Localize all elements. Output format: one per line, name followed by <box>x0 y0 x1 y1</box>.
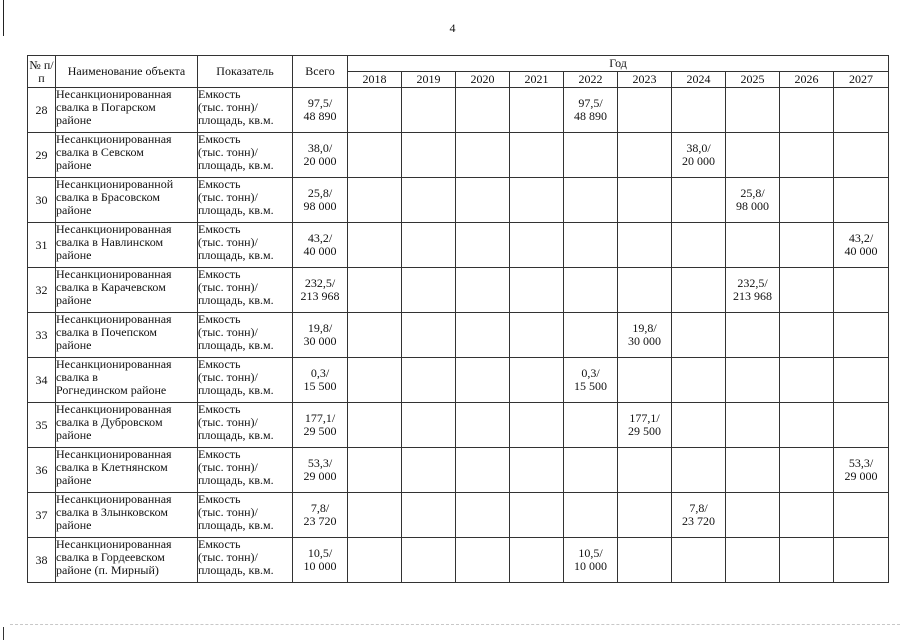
year-cell-2021 <box>510 493 564 538</box>
indicator <box>198 538 293 583</box>
year-cell-2021 <box>510 313 564 358</box>
header-total: Всего <box>293 56 348 88</box>
text-line: 38,0/ <box>686 141 711 155</box>
year-cell-2027 <box>834 133 889 178</box>
year-cell-2025 <box>726 313 780 358</box>
indicator <box>198 493 293 538</box>
year-cell-2023 <box>618 223 672 268</box>
text-line: 7,8/ <box>310 501 330 515</box>
year-cell-2022 <box>564 448 618 493</box>
year-cell-2026 <box>780 493 834 538</box>
text-line: 29 500 <box>303 424 337 438</box>
text-line: 10 000 <box>303 559 337 573</box>
year-cell-2019 <box>402 538 456 583</box>
year-cell-2022 <box>564 358 618 403</box>
year-cell-2027 <box>834 88 889 133</box>
text-line: (тыс. тонн)/ <box>198 190 258 204</box>
year-cell-2018 <box>348 448 402 493</box>
text-line: 53,3/ <box>848 456 874 470</box>
text-line: районе <box>56 203 92 217</box>
text-line: площадь, кв.м. <box>198 113 274 127</box>
year-cell-2020 <box>456 223 510 268</box>
text-line: 10,5/ <box>307 546 333 560</box>
row-number: 30 <box>28 178 56 223</box>
year-cell-2019 <box>402 223 456 268</box>
text-line: 25,8/ <box>740 186 765 200</box>
year-cell-2018 <box>348 403 402 448</box>
text-line: Несанкционированная <box>56 87 172 101</box>
year-cell-2018 <box>348 538 402 583</box>
year-cell-2023 <box>618 538 672 583</box>
year-cell-2027 <box>834 403 889 448</box>
text-line: районе <box>56 518 92 532</box>
text-line: Емкость <box>198 402 241 416</box>
year-cell-2022 <box>564 88 618 133</box>
year-cell-2018 <box>348 133 402 178</box>
text-line: 213 968 <box>733 289 772 303</box>
text-line: 43,2/ <box>307 231 333 245</box>
object-name <box>56 493 198 538</box>
table-row <box>28 448 889 493</box>
dump-sites-table <box>27 55 889 583</box>
year-cell-2020 <box>456 493 510 538</box>
total-value <box>293 403 348 448</box>
text-line: 232,5/ <box>737 276 768 290</box>
row-number: 33 <box>28 313 56 358</box>
total-value <box>293 133 348 178</box>
text-line: площадь, кв.м. <box>198 428 274 442</box>
header-year-2026: 2026 <box>780 72 834 88</box>
text-line: Емкость <box>198 177 241 191</box>
table-row <box>28 133 889 178</box>
year-cell-2018 <box>348 268 402 313</box>
text-line: 29 000 <box>303 469 337 483</box>
year-cell-2018 <box>348 358 402 403</box>
text-line: площадь, кв.м. <box>198 518 274 532</box>
object-name <box>56 178 198 223</box>
text-line: 40 000 <box>844 244 878 258</box>
text-line: районе <box>56 248 92 262</box>
text-line: 97,5/ <box>578 96 603 110</box>
year-cell-2020 <box>456 178 510 223</box>
text-line: Емкость <box>198 447 241 461</box>
year-cell-2027 <box>834 268 889 313</box>
text-line: 15 500 <box>574 379 607 393</box>
text-line: 20 000 <box>682 154 715 168</box>
text-line: 48 890 <box>574 109 607 123</box>
text-line: 48 890 <box>303 109 337 123</box>
year-cell-2024 <box>672 223 726 268</box>
year-cell-2021 <box>510 538 564 583</box>
table-row <box>28 358 889 403</box>
year-cell-2025 <box>726 133 780 178</box>
table-row <box>28 313 889 358</box>
text-line: 30 000 <box>628 334 661 348</box>
year-cell-2018 <box>348 223 402 268</box>
row-number: 38 <box>28 538 56 583</box>
text-line: 0,3/ <box>310 366 330 380</box>
indicator <box>198 268 293 313</box>
text-line: Емкость <box>198 87 241 101</box>
year-cell-2024 <box>672 538 726 583</box>
text-line: свалка в Севском <box>56 145 144 159</box>
text-line: 213 968 <box>300 289 340 303</box>
text-line: 10,5/ <box>578 546 603 560</box>
year-cell-2027 <box>834 493 889 538</box>
year-cell-2018 <box>348 493 402 538</box>
text-line: свалка в <box>56 370 98 384</box>
text-line: свалка в Брасовском <box>56 190 160 204</box>
header-year-2022: 2022 <box>564 72 618 88</box>
year-cell-2023 <box>618 448 672 493</box>
indicator <box>198 313 293 358</box>
text-line: (тыс. тонн)/ <box>198 325 258 339</box>
text-line: Несанкционированная <box>56 402 172 416</box>
year-cell-2026 <box>780 268 834 313</box>
row-number: 28 <box>28 88 56 133</box>
text-line: 232,5/ <box>304 276 336 290</box>
year-cell-2026 <box>780 448 834 493</box>
total-value <box>293 178 348 223</box>
year-cell-2026 <box>780 88 834 133</box>
object-name <box>56 313 198 358</box>
text-line: Несанкционированная <box>56 267 172 281</box>
text-line: 43,2/ <box>848 231 874 245</box>
table-row <box>28 88 889 133</box>
text-line: 15 500 <box>303 379 337 393</box>
text-line: площадь, кв.м. <box>198 563 274 577</box>
text-line: районе <box>56 428 92 442</box>
text-line: свалка в Навлинском <box>56 235 164 249</box>
header-year-2020: 2020 <box>456 72 510 88</box>
year-cell-2022 <box>564 178 618 223</box>
object-name <box>56 358 198 403</box>
object-name <box>56 448 198 493</box>
total-value <box>293 538 348 583</box>
year-cell-2024 <box>672 88 726 133</box>
year-cell-2021 <box>510 178 564 223</box>
text-line: районе <box>56 158 92 172</box>
object-name <box>56 133 198 178</box>
year-cell-2024 <box>672 133 726 178</box>
text-line: площадь, кв.м. <box>198 158 274 172</box>
year-cell-2024 <box>672 358 726 403</box>
text-line: (тыс. тонн)/ <box>198 235 258 249</box>
year-cell-2019 <box>402 133 456 178</box>
object-name <box>56 538 198 583</box>
text-line: 177,1/ <box>304 411 336 425</box>
table-row <box>28 223 889 268</box>
table-row <box>28 403 889 448</box>
year-cell-2025 <box>726 88 780 133</box>
header-year-2025: 2025 <box>726 72 780 88</box>
year-cell-2021 <box>510 358 564 403</box>
year-cell-2019 <box>402 313 456 358</box>
header-year-2024: 2024 <box>672 72 726 88</box>
text-line: 177,1/ <box>629 411 660 425</box>
text-line: свалка в Погарском <box>56 100 156 114</box>
text-line: (тыс. тонн)/ <box>198 415 258 429</box>
text-line: (тыс. тонн)/ <box>198 460 258 474</box>
indicator <box>198 88 293 133</box>
total-value <box>293 448 348 493</box>
text-line: 7,8/ <box>689 501 708 515</box>
text-line: площадь, кв.м. <box>198 473 274 487</box>
year-cell-2023 <box>618 493 672 538</box>
row-number: 35 <box>28 403 56 448</box>
scan-edge-line <box>10 624 900 625</box>
year-cell-2019 <box>402 403 456 448</box>
header-year-2019: 2019 <box>402 72 456 88</box>
table-row <box>28 178 889 223</box>
year-cell-2022 <box>564 223 618 268</box>
indicator <box>198 178 293 223</box>
year-cell-2027 <box>834 538 889 583</box>
text-line: Емкость <box>198 267 241 281</box>
text-line: свалка в Гордеевском <box>56 550 165 564</box>
year-cell-2020 <box>456 268 510 313</box>
text-line: 0,3/ <box>581 366 600 380</box>
year-cell-2024 <box>672 493 726 538</box>
table-row <box>28 493 889 538</box>
year-cell-2019 <box>402 358 456 403</box>
year-cell-2023 <box>618 313 672 358</box>
total-value <box>293 358 348 403</box>
text-line: Несанкционированная <box>56 357 172 371</box>
year-cell-2020 <box>456 88 510 133</box>
year-cell-2024 <box>672 448 726 493</box>
text-line: Несанкционированная <box>56 447 172 461</box>
year-cell-2024 <box>672 403 726 448</box>
row-number: 37 <box>28 493 56 538</box>
text-line: 40 000 <box>303 244 337 258</box>
year-cell-2026 <box>780 538 834 583</box>
text-line: 98 000 <box>303 199 337 213</box>
year-cell-2025 <box>726 448 780 493</box>
text-line: 38,0/ <box>307 141 333 155</box>
year-cell-2023 <box>618 133 672 178</box>
page-number: 4 <box>449 21 456 35</box>
text-line: районе (п. Мирный) <box>56 563 159 577</box>
row-number: 36 <box>28 448 56 493</box>
year-cell-2023 <box>618 403 672 448</box>
indicator <box>198 223 293 268</box>
row-number: 29 <box>28 133 56 178</box>
text-line: Емкость <box>198 357 241 371</box>
year-cell-2021 <box>510 223 564 268</box>
header-year-2021: 2021 <box>510 72 564 88</box>
header-year-2023: 2023 <box>618 72 672 88</box>
text-line: (тыс. тонн)/ <box>198 370 258 384</box>
text-line: Несанкционированная <box>56 132 172 146</box>
year-cell-2024 <box>672 313 726 358</box>
year-cell-2021 <box>510 133 564 178</box>
text-line: свалка в Почепском <box>56 325 157 339</box>
year-cell-2025 <box>726 538 780 583</box>
text-line: площадь, кв.м. <box>198 383 274 397</box>
text-line: Емкость <box>198 492 241 506</box>
header-year-2018: 2018 <box>348 72 402 88</box>
year-cell-2019 <box>402 268 456 313</box>
year-cell-2025 <box>726 268 780 313</box>
year-cell-2018 <box>348 178 402 223</box>
year-cell-2019 <box>402 88 456 133</box>
year-cell-2022 <box>564 133 618 178</box>
text-line: площадь, кв.м. <box>198 248 274 262</box>
text-line: районе <box>56 473 92 487</box>
year-cell-2023 <box>618 178 672 223</box>
object-name <box>56 88 198 133</box>
year-cell-2021 <box>510 268 564 313</box>
year-cell-2020 <box>456 403 510 448</box>
text-line: 23 720 <box>303 514 337 528</box>
object-name <box>56 268 198 313</box>
total-value <box>293 313 348 358</box>
text-line: площадь, кв.м. <box>198 203 274 217</box>
year-cell-2023 <box>618 358 672 403</box>
total-value <box>293 223 348 268</box>
header-year-2027: 2027 <box>834 72 889 88</box>
year-cell-2026 <box>780 403 834 448</box>
object-name <box>56 403 198 448</box>
year-cell-2026 <box>780 223 834 268</box>
year-cell-2020 <box>456 448 510 493</box>
text-line: районе <box>56 338 92 352</box>
row-number: 31 <box>28 223 56 268</box>
header-year-group: Год <box>348 56 889 72</box>
year-cell-2021 <box>510 403 564 448</box>
year-cell-2018 <box>348 313 402 358</box>
year-cell-2025 <box>726 493 780 538</box>
text-line: 30 000 <box>303 334 337 348</box>
year-cell-2022 <box>564 538 618 583</box>
year-cell-2024 <box>672 178 726 223</box>
text-line: Несанкционированная <box>56 537 172 551</box>
text-line: площадь, кв.м. <box>198 293 274 307</box>
text-line: свалка в Злынковском <box>56 505 168 519</box>
total-value <box>293 88 348 133</box>
text-line: Емкость <box>198 537 241 551</box>
text-line: свалка в Клетнянском <box>56 460 168 474</box>
year-cell-2026 <box>780 133 834 178</box>
year-cell-2026 <box>780 358 834 403</box>
indicator <box>198 448 293 493</box>
text-line: (тыс. тонн)/ <box>198 280 258 294</box>
year-cell-2027 <box>834 358 889 403</box>
indicator <box>198 358 293 403</box>
year-cell-2022 <box>564 268 618 313</box>
table-row <box>28 538 889 583</box>
year-cell-2025 <box>726 358 780 403</box>
year-cell-2022 <box>564 313 618 358</box>
year-cell-2027 <box>834 223 889 268</box>
text-line: 19,8/ <box>307 321 333 335</box>
text-line: районе <box>56 293 92 307</box>
text-line: 53,3/ <box>307 456 333 470</box>
table-row <box>28 268 889 313</box>
text-line: 19,8/ <box>632 321 657 335</box>
header-indicator: Показатель <box>198 56 293 88</box>
text-line: свалка в Карачевском <box>56 280 166 294</box>
text-line: Несанкционированной <box>56 177 174 191</box>
text-line: Рогнединском районе <box>56 383 167 397</box>
year-cell-2019 <box>402 178 456 223</box>
year-cell-2020 <box>456 358 510 403</box>
year-cell-2023 <box>618 88 672 133</box>
header-num: № п/п <box>28 56 56 88</box>
year-cell-2020 <box>456 313 510 358</box>
year-cell-2021 <box>510 88 564 133</box>
text-line: (тыс. тонн)/ <box>198 145 258 159</box>
text-line: 98 000 <box>736 199 769 213</box>
text-line: площадь, кв.м. <box>198 338 274 352</box>
year-cell-2022 <box>564 403 618 448</box>
indicator <box>198 403 293 448</box>
year-cell-2025 <box>726 403 780 448</box>
row-number: 34 <box>28 358 56 403</box>
year-cell-2019 <box>402 493 456 538</box>
text-line: Емкость <box>198 312 241 326</box>
text-line: 25,8/ <box>307 186 333 200</box>
year-cell-2023 <box>618 268 672 313</box>
indicator <box>198 133 293 178</box>
year-cell-2027 <box>834 313 889 358</box>
text-line: (тыс. тонн)/ <box>198 505 258 519</box>
text-line: Емкость <box>198 222 241 236</box>
text-line: (тыс. тонн)/ <box>198 100 258 114</box>
year-cell-2020 <box>456 133 510 178</box>
year-cell-2021 <box>510 448 564 493</box>
text-line: Емкость <box>198 132 241 146</box>
text-line: Несанкционированная <box>56 312 172 326</box>
text-line: районе <box>56 113 92 127</box>
year-cell-2027 <box>834 448 889 493</box>
total-value <box>293 493 348 538</box>
text-line: 20 000 <box>303 154 337 168</box>
year-cell-2026 <box>780 313 834 358</box>
year-cell-2025 <box>726 223 780 268</box>
text-line: 29 500 <box>628 424 661 438</box>
text-line: Несанкционированная <box>56 492 172 506</box>
year-cell-2027 <box>834 178 889 223</box>
object-name <box>56 223 198 268</box>
row-number: 32 <box>28 268 56 313</box>
text-line: 10 000 <box>574 559 607 573</box>
year-cell-2025 <box>726 178 780 223</box>
year-cell-2026 <box>780 178 834 223</box>
year-cell-2018 <box>348 88 402 133</box>
text-line: (тыс. тонн)/ <box>198 550 258 564</box>
text-line: Несанкционированная <box>56 222 172 236</box>
text-line: свалка в Дубровском <box>56 415 163 429</box>
text-line: 97,5/ <box>307 96 333 110</box>
year-cell-2019 <box>402 448 456 493</box>
table-header <box>28 56 889 88</box>
scan-edge-mark <box>3 627 4 640</box>
year-cell-2022 <box>564 493 618 538</box>
year-cell-2020 <box>456 538 510 583</box>
year-cell-2024 <box>672 268 726 313</box>
table-body <box>28 88 889 583</box>
text-line: 23 720 <box>682 514 715 528</box>
total-value <box>293 268 348 313</box>
header-name: Наименование объекта <box>56 56 198 88</box>
text-line: 29 000 <box>844 469 878 483</box>
